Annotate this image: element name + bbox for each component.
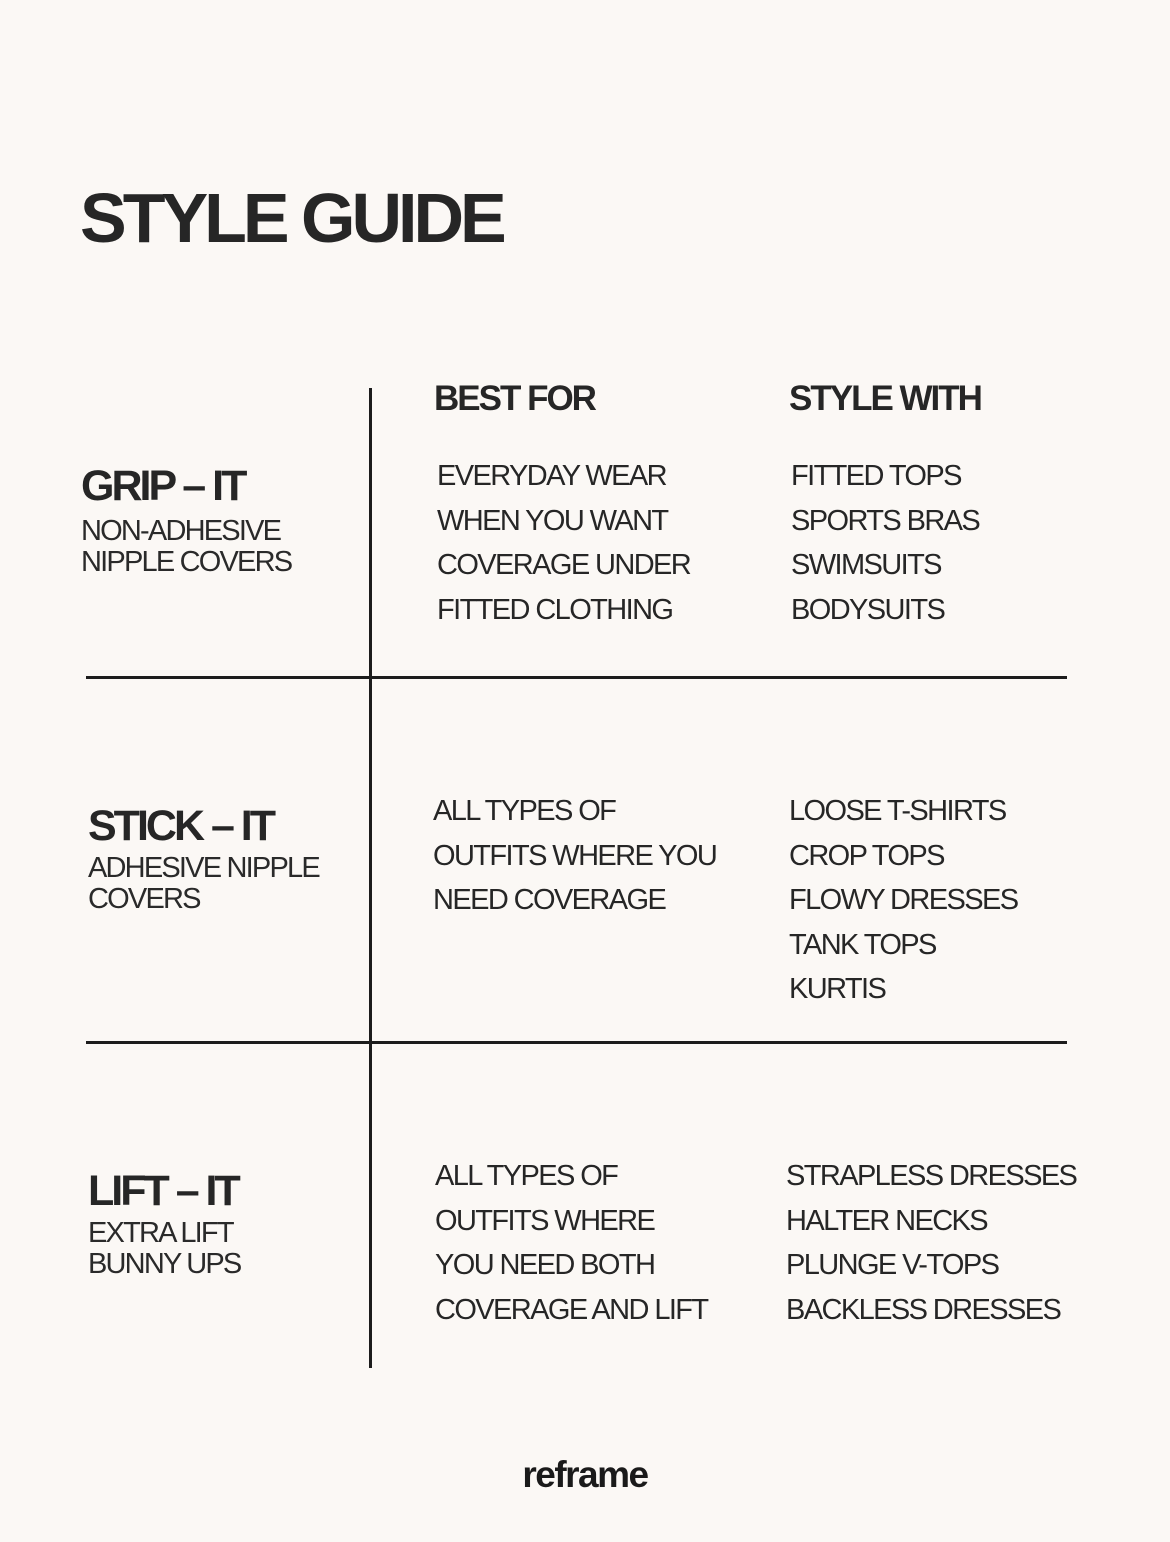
list-item: COVERAGE UNDER [437,549,691,582]
product-description [88,853,319,915]
list-item: TANK TOPS [789,928,936,961]
list-item: FITTED TOPS [791,460,961,492]
list-item: YOU NEED BOTH [435,1249,655,1282]
list-item: COVERAGE AND LIFT [435,1293,708,1326]
list-item: OUTFITS WHERE [435,1204,655,1237]
list-item: ALL TYPES OF [433,795,616,827]
list-item: LOOSE T-SHIRTS [789,795,1006,827]
description-line: NON-ADHESIVE [81,515,281,547]
column-header-style-with: STYLE WITH [789,379,981,418]
list-item: PLUNGE V-TOPS [786,1249,999,1282]
product-name-grip-it: GRIP – IT [81,462,245,510]
list-item: BACKLESS DRESSES [786,1293,1061,1326]
style-with-list [786,1161,1076,1339]
product-name-lift-it: LIFT – IT [88,1167,238,1215]
best-for-list [437,461,690,639]
brand-logo: reframe [522,1454,648,1495]
description-line: EXTRA LIFT [88,1217,233,1249]
description-line: COVERS [88,883,200,915]
list-item: ALL TYPES OF [435,1160,618,1192]
column-divider [369,388,372,1368]
column-header-best-for: BEST FOR [434,379,595,418]
list-item: EVERYDAY WEAR [437,460,666,492]
row-divider [86,1041,1067,1044]
style-with-list [789,796,1017,1019]
style-with-list [791,461,979,639]
list-item: SWIMSUITS [791,549,941,582]
best-for-list [435,1161,708,1339]
list-item: FITTED CLOTHING [437,593,673,626]
list-item: KURTIS [789,973,886,1006]
description-line: NIPPLE COVERS [81,546,292,578]
page-title: STYLE GUIDE [80,179,503,257]
list-item: WHEN YOU WANT [437,504,668,537]
list-item: FLOWY DRESSES [789,884,1018,917]
list-item: SPORTS BRAS [791,504,980,537]
list-item: BODYSUITS [791,593,945,626]
description-line: BUNNY UPS [88,1248,241,1280]
list-item: CROP TOPS [789,839,944,872]
list-item: HALTER NECKS [786,1204,988,1237]
description-line: ADHESIVE NIPPLE [88,852,319,884]
product-description [81,516,291,578]
row-divider [86,676,1067,679]
best-for-list [433,796,716,930]
list-item: OUTFITS WHERE YOU [433,839,717,872]
list-item: STRAPLESS DRESSES [786,1160,1077,1192]
product-description [88,1218,240,1280]
list-item: NEED COVERAGE [433,884,666,917]
product-name-stick-it: STICK – IT [88,802,274,850]
